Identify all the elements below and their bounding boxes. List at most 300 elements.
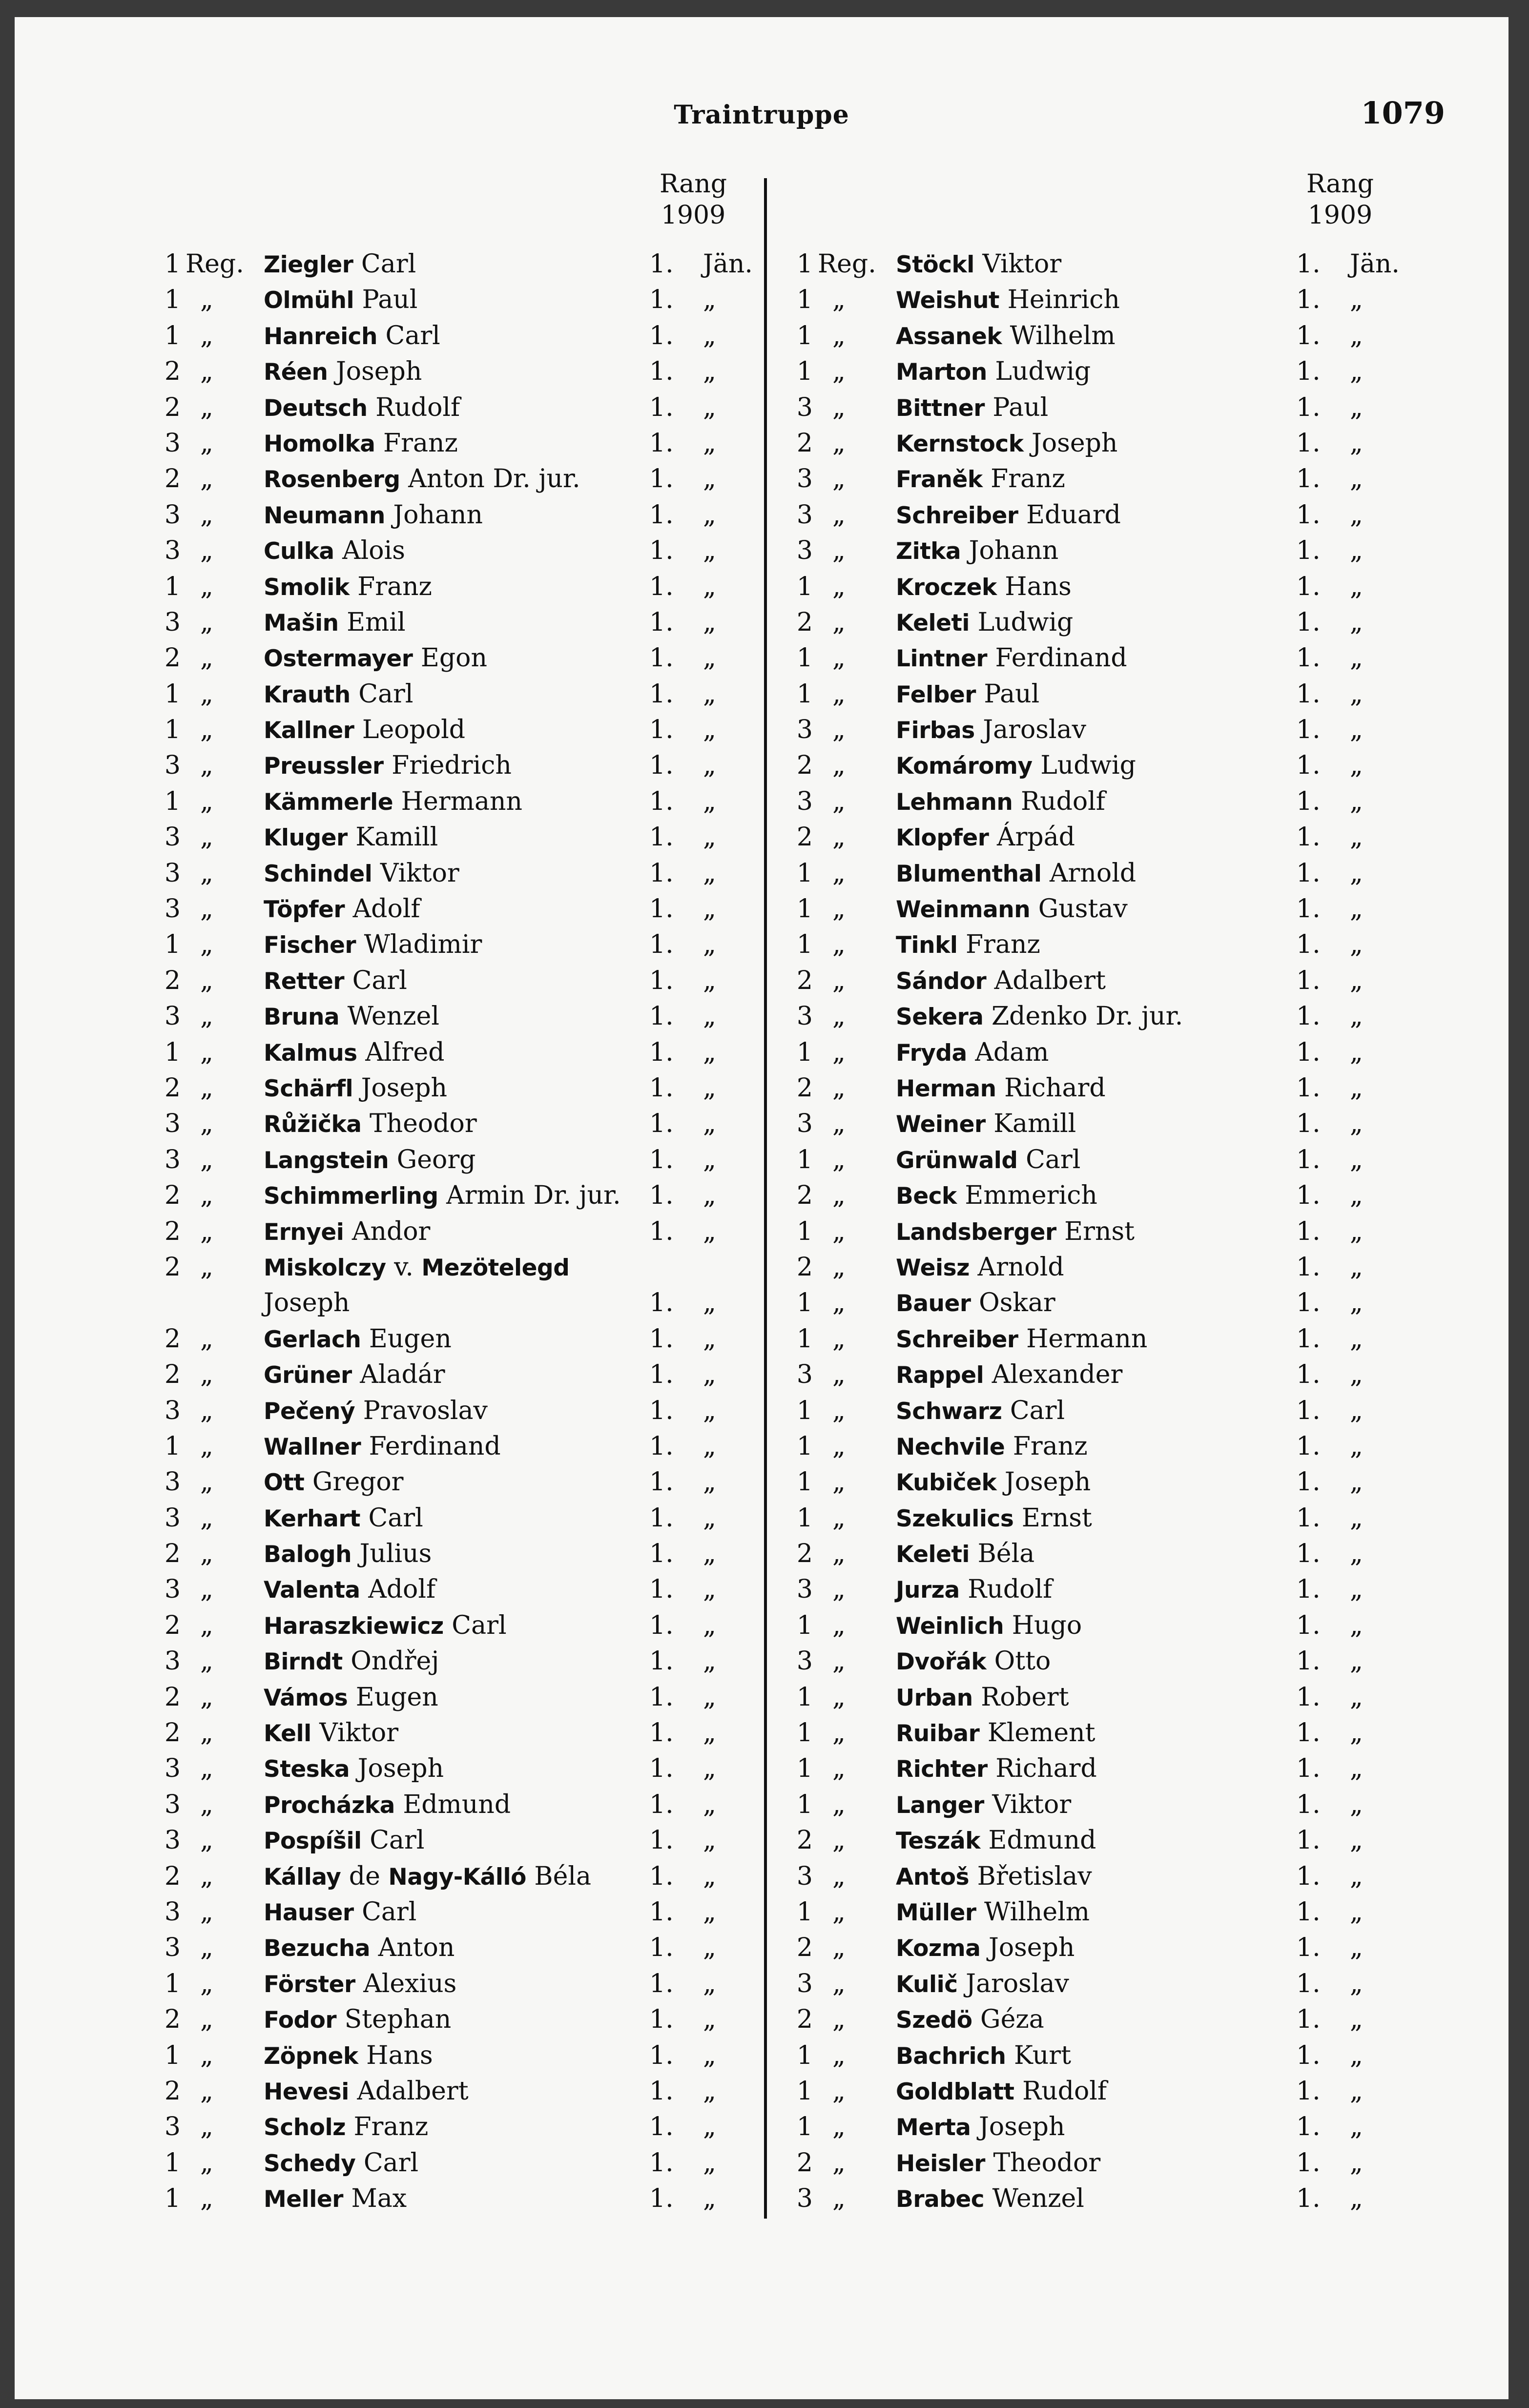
surname: Szedö	[896, 2007, 972, 2034]
rank-day: 1.	[649, 930, 674, 960]
given-name: Carl	[363, 2148, 419, 2178]
list-row	[161, 461, 874, 497]
regiment-number: 3	[164, 1897, 181, 1927]
regiment-suffix: „	[832, 357, 846, 387]
given-name: Géza	[980, 2005, 1044, 2035]
rank-month: „	[1350, 1754, 1363, 1784]
officer-name	[264, 2145, 418, 2182]
rank-day: 1.	[649, 285, 674, 315]
given-name: Friedrich	[392, 751, 512, 781]
rank-day: 1.	[1296, 1754, 1321, 1784]
surname: Pospíšil	[264, 1828, 362, 1855]
officer-name	[896, 2002, 1044, 2038]
rank-day: 1.	[649, 1503, 674, 1533]
regiment-number: 2	[164, 1861, 181, 1891]
surname: Merta	[896, 2114, 971, 2141]
regiment-number: 1	[796, 2112, 813, 2142]
regiment-cell	[793, 1751, 867, 1787]
list-row	[161, 677, 874, 712]
regiment-number: 3	[164, 607, 181, 637]
list-row	[161, 2145, 874, 2181]
regiment-suffix: „	[200, 1539, 213, 1569]
regiment-suffix: „	[200, 2005, 213, 2035]
rank-month: „	[703, 1539, 716, 1569]
rank-day: 1.	[1296, 1682, 1321, 1712]
regiment-cell	[161, 1823, 234, 1858]
regiment-suffix: „	[832, 1431, 846, 1461]
surname: Kubiček	[896, 1469, 997, 1497]
regiment-cell	[161, 891, 234, 927]
list-row	[161, 2038, 874, 2074]
rank-day: 1.	[649, 1575, 674, 1605]
given-name: Rudolf	[1022, 2076, 1107, 2106]
surname: Gerlach	[264, 1326, 361, 1353]
regiment-suffix: „	[832, 966, 846, 995]
rank-day: 1.	[1296, 2148, 1321, 2178]
officer-name	[264, 712, 465, 748]
rank-day: 1.	[1296, 1360, 1321, 1390]
surname: Neumann	[264, 502, 385, 529]
rank-day: 1.	[1296, 1002, 1321, 1031]
regiment-number: 2	[796, 607, 813, 637]
regiment-suffix: „	[832, 1396, 846, 1425]
rank-month: „	[703, 2184, 716, 2214]
regiment-suffix: „	[200, 285, 213, 315]
regiment-number: 2	[164, 2005, 181, 2035]
list-row	[793, 1035, 1506, 1070]
rank-day: 1.	[1296, 357, 1321, 387]
surname: Kállay	[264, 1863, 341, 1891]
rank-day: 1.	[1296, 751, 1321, 781]
list-row	[161, 2181, 874, 2217]
regiment-cell	[793, 891, 867, 927]
regiment-cell	[793, 1787, 867, 1823]
regiment-cell	[793, 1966, 867, 2002]
regiment-suffix: „	[832, 643, 846, 673]
list-row	[793, 318, 1506, 354]
rank-month: „	[1350, 1897, 1363, 1927]
regiment-number: 2	[164, 464, 181, 494]
surname: Bachrich	[896, 2042, 1006, 2070]
regiment-number: 3	[164, 1396, 181, 1425]
officer-name	[896, 1142, 1080, 1178]
surname: Teszák	[896, 1828, 980, 1855]
officer-name	[896, 1285, 1055, 1321]
rank-day: 1.	[1296, 1826, 1321, 1855]
given-name: Franz	[353, 2112, 429, 2142]
regiment-cell	[793, 2074, 867, 2109]
rank-day: 1.	[649, 249, 674, 279]
regiment-cell	[793, 1357, 867, 1393]
given-name: Oskar	[979, 1288, 1055, 1318]
regiment-cell	[161, 1393, 234, 1429]
regiment-number: 3	[164, 1109, 181, 1139]
given-name: Edmund	[988, 1826, 1096, 1855]
surname: Keleti	[896, 1541, 970, 1568]
given-name: v.	[394, 1252, 413, 1282]
officer-name	[264, 1501, 423, 1537]
given-name: Franz	[383, 428, 458, 458]
rank-month: „	[703, 1467, 716, 1497]
given-name: Carl	[385, 321, 440, 350]
rank-month: „	[703, 1109, 716, 1139]
surname: Klopfer	[896, 824, 989, 852]
regiment-suffix: „	[200, 2112, 213, 2142]
officer-name	[896, 605, 1073, 641]
regiment-cell	[161, 282, 234, 318]
regiment-suffix: „	[832, 1826, 846, 1855]
regiment-number: 2	[164, 1718, 181, 1748]
rank-month: „	[703, 1324, 716, 1354]
regiment-number: 1	[164, 572, 181, 601]
officer-name	[896, 1429, 1088, 1465]
list-row	[793, 1930, 1506, 1966]
surname: Bruna	[264, 1004, 340, 1031]
officer-name	[896, 712, 1086, 748]
document-page	[15, 17, 1508, 2399]
regiment-number: 2	[796, 1539, 813, 1569]
officer-name	[896, 1787, 1071, 1823]
officer-name	[264, 1823, 424, 1859]
rank-day: 1.	[649, 1610, 674, 1640]
rank-month: „	[1350, 858, 1363, 888]
regiment-cell	[793, 820, 867, 855]
given-name: Carl	[370, 1826, 425, 1855]
surname: Rosenberg	[264, 466, 400, 494]
officer-name	[264, 390, 460, 426]
regiment-suffix: „	[200, 1002, 213, 1031]
given-name: Joseph	[264, 1288, 350, 1318]
given-name: Aladár	[360, 1360, 445, 1390]
regiment-cell	[161, 1106, 234, 1142]
regiment-suffix: „	[832, 1109, 846, 1139]
regiment-number: 3	[796, 536, 813, 566]
regiment-number: 1	[164, 285, 181, 315]
given-name: Árpád	[997, 823, 1075, 852]
officer-name	[896, 1715, 1095, 1751]
surname: Weinmann	[896, 896, 1031, 924]
regiment-number: 3	[164, 1575, 181, 1605]
regiment-number: 3	[164, 1754, 181, 1784]
officer-name	[264, 497, 483, 534]
regiment-suffix: „	[832, 1181, 846, 1211]
regiment-cell	[161, 497, 234, 533]
rank-month: „	[1350, 357, 1363, 387]
regiment-number: 3	[164, 823, 181, 852]
officer-name	[264, 2109, 428, 2145]
rang-header-right	[1289, 168, 1391, 231]
rank-month: „	[703, 1503, 716, 1533]
officer-name	[264, 2181, 407, 2217]
rank-day: 1.	[1296, 536, 1321, 566]
list-row	[793, 1393, 1506, 1429]
given-name: de	[349, 1861, 380, 1891]
regiment-number: 1	[164, 679, 181, 709]
officer-name	[896, 963, 1106, 999]
officer-name	[896, 856, 1136, 892]
rank-day: 1.	[1296, 1575, 1321, 1605]
officer-name	[896, 1536, 1034, 1572]
officer-name	[896, 1572, 1052, 1608]
officer-name	[264, 282, 417, 318]
regiment-suffix: „	[200, 2148, 213, 2178]
list-row	[161, 856, 874, 891]
rank-day: 1.	[1296, 1718, 1321, 1748]
rank-month: „	[703, 858, 716, 888]
officer-name	[896, 1357, 1122, 1393]
list-row	[793, 1966, 1506, 2002]
given-name: Klement	[987, 1718, 1095, 1748]
list-row	[161, 784, 874, 820]
rank-day: 1.	[1296, 2076, 1321, 2106]
rank-day: 1.	[649, 1288, 674, 1318]
officer-name	[264, 1357, 445, 1393]
rank-month: „	[703, 2005, 716, 2035]
given-name: Viktor	[982, 249, 1062, 279]
given-name: Leopold	[362, 715, 466, 745]
regiment-number: 3	[164, 1826, 181, 1855]
regiment-number: 1	[796, 357, 813, 387]
regiment-suffix: „	[200, 751, 213, 781]
officer-name	[264, 1859, 591, 1895]
regiment-cell	[161, 1715, 234, 1751]
surname: Olmühl	[264, 287, 354, 314]
regiment-number: 2	[164, 1216, 181, 1246]
rank-day: 1.	[1296, 1324, 1321, 1354]
surname: Balogh	[264, 1541, 352, 1568]
regiment-suffix: „	[200, 679, 213, 709]
surname: Bauer	[896, 1290, 971, 1317]
surname: Kluger	[264, 824, 348, 852]
regiment-number: 1	[164, 2184, 181, 2214]
regiment-cell	[793, 2145, 867, 2181]
regiment-cell	[793, 999, 867, 1034]
officer-name	[896, 1894, 1090, 1931]
list-row	[161, 640, 874, 676]
list-row	[793, 1250, 1506, 1285]
officer-name	[264, 1608, 507, 1644]
officer-name	[896, 820, 1075, 856]
regiment-suffix: „	[832, 2148, 846, 2178]
regiment-suffix: „	[832, 2112, 846, 2142]
given-name: Ernst	[1064, 1216, 1135, 1246]
surname: Felber	[896, 681, 976, 708]
list-row	[793, 1536, 1506, 1572]
officer-name	[896, 569, 1072, 605]
surname: Langer	[896, 1791, 984, 1819]
rank-month: „	[1350, 679, 1363, 709]
rank-day: 1.	[1296, 1790, 1321, 1819]
regiment-number: 3	[796, 715, 813, 745]
given-name: Rudolf	[1020, 786, 1106, 816]
officer-name	[264, 640, 487, 677]
given-name: Carl	[362, 1897, 417, 1927]
list-row	[793, 640, 1506, 676]
officer-name	[264, 1035, 445, 1071]
surname: Kulič	[896, 1971, 958, 1998]
regiment-cell	[793, 1608, 867, 1644]
regiment-number: 2	[796, 1826, 813, 1855]
list-row	[793, 1608, 1506, 1644]
rank-day: 1.	[1296, 607, 1321, 637]
regiment-suffix: „	[200, 1503, 213, 1533]
regiment-suffix: „	[200, 607, 213, 637]
rank-day: 1.	[1296, 1897, 1321, 1927]
regiment-number: 3	[796, 392, 813, 422]
regiment-suffix: „	[200, 1324, 213, 1354]
list-row	[793, 1214, 1506, 1250]
list-row	[161, 1751, 874, 1787]
regiment-suffix: „	[200, 357, 213, 387]
given-name: Heinrich	[1007, 285, 1120, 315]
regiment-cell	[793, 1680, 867, 1715]
list-row	[161, 963, 874, 999]
given-name: Georg	[396, 1145, 476, 1174]
regiment-suffix: „	[832, 2076, 846, 2106]
regiment-cell	[161, 1930, 234, 1966]
list-row	[793, 784, 1506, 820]
list-row	[793, 1751, 1506, 1787]
list-row	[161, 1966, 874, 2002]
regiment-number: 1	[796, 858, 813, 888]
given-name: Franz	[1012, 1431, 1088, 1461]
regiment-cell	[161, 1357, 234, 1393]
surname: Fodor	[264, 2007, 337, 2034]
rank-month: „	[1350, 1539, 1363, 1569]
regiment-cell	[793, 1250, 867, 1285]
surname: Marton	[896, 359, 987, 386]
regiment-cell	[161, 247, 244, 282]
regiment-number: 2	[164, 2076, 181, 2106]
regiment-number: 3	[164, 894, 181, 924]
officer-name	[896, 677, 1039, 713]
left-column-list	[161, 247, 874, 2217]
surname: Langstein	[264, 1147, 389, 1174]
list-row	[161, 1572, 874, 1607]
rank-day: 1.	[649, 1002, 674, 1031]
regiment-number: 1	[796, 1503, 813, 1533]
regiment-number: 1	[796, 1145, 813, 1174]
surname: Pečený	[264, 1398, 355, 1425]
officer-name	[264, 891, 420, 927]
regiment-suffix: „	[200, 572, 213, 601]
given-name: Pravoslav	[363, 1396, 488, 1425]
rank-day: 1.	[1296, 894, 1321, 924]
surname: Zitka	[896, 538, 961, 565]
rank-day: 1.	[1296, 1646, 1321, 1676]
given-name: Joseph	[335, 357, 422, 387]
given-name: Paul	[362, 285, 418, 315]
regiment-suffix: „	[832, 1539, 846, 1569]
list-row	[161, 1930, 874, 1966]
rank-month: „	[703, 751, 716, 781]
regiment-suffix: „	[200, 1861, 213, 1891]
surname: Tinkl	[896, 932, 958, 959]
rank-day: 1.	[649, 1790, 674, 1819]
list-row	[161, 1608, 874, 1644]
regiment-suffix: „	[832, 464, 846, 494]
given-name: Edmund	[403, 1790, 511, 1819]
given-name: Alexander	[992, 1360, 1123, 1390]
rank-month: „	[703, 1360, 716, 1390]
given-name: Hermann	[401, 786, 522, 816]
regiment-number: 2	[796, 2148, 813, 2178]
regiment-cell	[793, 282, 867, 318]
rank-day: 1.	[649, 1826, 674, 1855]
rank-month: „	[703, 643, 716, 673]
rank-month: „	[703, 1610, 716, 1640]
given-name: Hermann	[1026, 1324, 1148, 1354]
regiment-number: 3	[796, 500, 813, 530]
officer-name	[264, 999, 439, 1035]
given-name: Carl	[1010, 1396, 1065, 1425]
list-row	[793, 426, 1506, 461]
rank-month: „	[1350, 1360, 1363, 1390]
list-row	[793, 1285, 1506, 1321]
surname: Weinlich	[896, 1612, 1004, 1640]
list-row	[793, 1142, 1506, 1178]
rank-day: 1.	[1296, 285, 1321, 315]
officer-name	[896, 1106, 1076, 1142]
regiment-number: 1	[164, 1037, 181, 1067]
rank-month: „	[1350, 1002, 1363, 1031]
regiment-suffix: „	[200, 1575, 213, 1605]
rank-day: 1.	[649, 1360, 674, 1390]
officer-name	[264, 1070, 447, 1107]
rank-day: 1.	[1296, 715, 1321, 745]
surname: Homolka	[264, 430, 375, 457]
given-name: Alexius	[363, 1969, 457, 1998]
rank-month: „	[703, 715, 716, 745]
list-row	[161, 2074, 874, 2109]
officer-name	[264, 569, 432, 605]
regiment-suffix: „	[832, 2005, 846, 2035]
rank-month: „	[703, 1754, 716, 1784]
regiment-number: 2	[164, 1181, 181, 1211]
list-row	[793, 497, 1506, 533]
given-name: Ludwig	[977, 607, 1074, 637]
list-row	[793, 569, 1506, 605]
regiment-number: 3	[796, 1109, 813, 1139]
rang-year: 1909	[1307, 201, 1373, 230]
regiment-suffix: „	[832, 1933, 846, 1963]
rank-day: 1.	[649, 786, 674, 816]
regiment-cell	[161, 999, 234, 1034]
regiment-suffix: „	[832, 715, 846, 745]
officer-name	[896, 1214, 1135, 1250]
regiment-number: 1	[796, 1610, 813, 1640]
given-name: Carl	[352, 966, 407, 995]
regiment-suffix: „	[200, 823, 213, 852]
rank-day: 1.	[1296, 1431, 1321, 1461]
surname: Keleti	[896, 609, 970, 637]
surname: Sándor	[896, 967, 987, 995]
rank-day: 1.	[649, 2112, 674, 2142]
surname: Beck	[896, 1183, 957, 1210]
officer-name	[264, 784, 522, 820]
rank-month: „	[1350, 1503, 1363, 1533]
list-row	[793, 1859, 1506, 1894]
regiment-number: 2	[164, 1324, 181, 1354]
officer-name	[896, 247, 1061, 283]
rank-month: „	[1350, 966, 1363, 995]
rank-day: 1.	[1296, 1288, 1321, 1318]
regiment-suffix: „	[832, 1790, 846, 1819]
surname: Heisler	[896, 2150, 985, 2177]
surname: Lehmann	[896, 788, 1013, 816]
rank-month: „	[703, 321, 716, 350]
regiment-number: 3	[164, 1503, 181, 1533]
